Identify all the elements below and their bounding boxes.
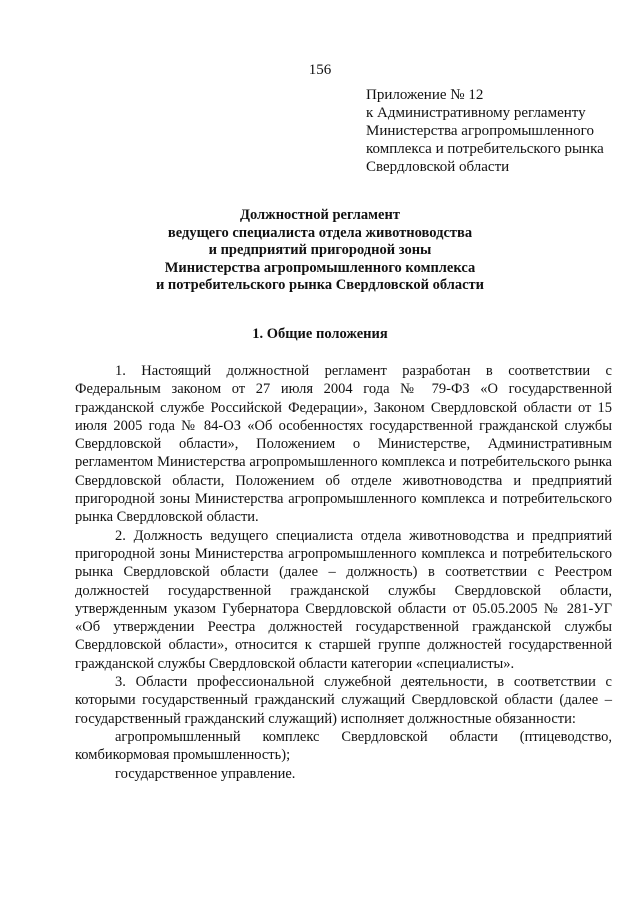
paragraph: 3. Области профессиональной служебной деятельности, в соответствии с которыми государственный гражданский служащий Свердловской области (далее – государственный гражданский служащий) исполняет должностные обязанности:	[75, 674, 612, 727]
title-line: ведущего специалиста отдела животноводства	[167, 224, 473, 241]
appendix-line: к Административному регламенту	[366, 105, 586, 121]
page-number: 156	[308, 62, 332, 78]
title-line: и потребительского рынка Свердловской области	[155, 277, 485, 293]
appendix-line: Свердловской области	[366, 159, 510, 175]
appendix-note	[366, 86, 631, 176]
title-line: и предприятий пригородной зоны	[208, 242, 432, 258]
paragraph: 2. Должность ведущего специалиста отдела животноводства и предприятий пригородной зоны Министерства агропромышленного комплекса и потребительского рынка Свердловской области (далее – должность) в соответствии с Реестром должностей государственной гражданской службы Свердловской области, утвержденным указом Губернатора Свердловской области от 05.05.2005 № 281-УГ «Об утверждении Реестра должностей государственной гражданской службы Свердловской области», относится к старшей группе должностей государственной гражданской службы Свердловской области категории «специалисты».	[75, 527, 612, 672]
appendix-line: Приложение № 12	[366, 87, 484, 103]
appendix-line: Министерства агропромышленного	[366, 123, 594, 139]
document-title	[0, 207, 640, 295]
paragraph: агропромышленный комплекс Свердловской области (птицеводство, комбикормовая промышленность);	[75, 728, 612, 764]
title-line: Должностной регламент	[240, 207, 400, 223]
section-heading: 1. Общие положения	[252, 326, 388, 342]
title-line: Министерства агропромышленного комплекса	[164, 259, 476, 276]
section-body	[75, 362, 612, 783]
appendix-line: комплекса и потребительского рынка	[366, 141, 604, 157]
paragraph: государственное управление.	[115, 765, 296, 782]
paragraph: 1. Настоящий должностной регламент разработан в соответствии с Федеральным законом от 27 июля 2004 года № 79-ФЗ «О государственной гражданской службе Российской Федерации», Законом Свердловской области от 15 июля 2005 года № 84-ОЗ «Об особенностях государственной гражданской службы Свердловской области», Положением о Министерстве, Административным регламентом Министерства агропромышленного комплекса и потребительского рынка Свердловской области, Положением об отделе животноводства и предприятий пригородной зоны Министерства агропромышленного комплекса и потребительского рынка Свердловской области.	[75, 363, 612, 526]
